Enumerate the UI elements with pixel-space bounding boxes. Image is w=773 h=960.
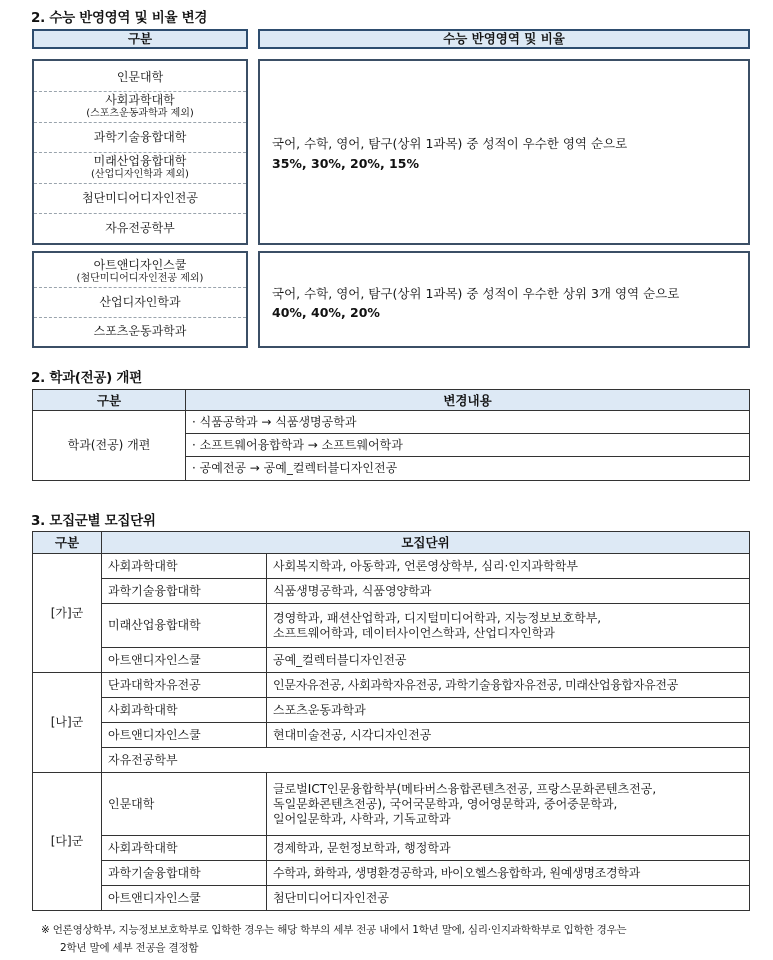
- table-header-group: 구분: [33, 532, 102, 554]
- list-item: 자유전공학부: [105, 220, 175, 235]
- section1-title: 2. 수능 반영영역 및 비율 변경: [31, 10, 208, 26]
- list-item: 인문대학: [116, 69, 164, 84]
- table-cell: · 식품공학과 → 식품생명공학과: [186, 411, 750, 434]
- reorganization-table: [32, 389, 750, 481]
- section1-header-left: 구분: [32, 29, 248, 49]
- table-header-category: 구분: [33, 390, 186, 411]
- table-cell: · 소프트웨어융합학과 → 소프트웨어학과: [186, 434, 750, 457]
- college-cell: 사회과학대학: [102, 836, 267, 861]
- list-item: 아트앤디자인스쿨 (첨단미디어디자인전공 제외): [76, 257, 204, 284]
- footnote-line1: ※ 언론영상학부, 지능정보보호학부로 입학한 경우는 해당 학부의 세부 전공 내에서 1학년 말에, 심리·인지과학학부로 입학한 경우는: [41, 924, 627, 936]
- group-label: [가]군: [33, 554, 102, 673]
- units-cell: 수학과, 화학과, 생명환경공학과, 바이오헬스융합학과, 원예생명조경학과: [267, 861, 750, 886]
- college-cell: 아트앤디자인스쿨: [102, 886, 267, 911]
- section1-group1-list: [32, 59, 248, 245]
- section2-title: 2. 학과(전공) 개편: [31, 370, 142, 386]
- units-cell: 글로벌ICT인문융합학부(메타버스융합콘텐츠전공, 프랑스문화콘텐츠전공, 독일문화콘텐츠전공), 국어국문학과, 영어영문학과, 중어중문학과, 일어일문학과, 사학과, 기독교학과: [267, 773, 750, 836]
- list-item: 산업디자인학과: [99, 294, 181, 309]
- units-cell: 사회복지학과, 아동학과, 언론영상학부, 심리·인지과학학부: [267, 554, 750, 579]
- section1-group2-ratio: [258, 251, 750, 348]
- section1-header-right: 수능 반영영역 및 비율: [258, 29, 750, 49]
- units-cell: 공예_컬렉터블디자인전공: [267, 648, 750, 673]
- ratio-description: 국어, 수학, 영어, 탐구(상위 1과목) 중 성적이 우수한 영역 순으로: [272, 136, 628, 151]
- units-cell: 인문자유전공, 사회과학자유전공, 과학기술융합자유전공, 미래산업융합자유전공: [267, 673, 750, 698]
- list-item: 첨단미디어디자인전공: [82, 190, 198, 205]
- recruitment-table: [32, 531, 750, 911]
- college-cell: 사회과학대학: [102, 698, 267, 723]
- table-header-changes: 변경내용: [186, 390, 750, 411]
- units-cell: 스포츠운동과학과: [267, 698, 750, 723]
- group-label: [다]군: [33, 773, 102, 911]
- ratio-values: 40%, 40%, 20%: [272, 305, 380, 320]
- ratio-description: 국어, 수학, 영어, 탐구(상위 1과목) 중 성적이 우수한 상위 3개 영역 순으로: [272, 286, 680, 301]
- college-cell: 과학기술융합대학: [102, 861, 267, 886]
- units-cell: 경제학과, 문헌정보학과, 행정학과: [267, 836, 750, 861]
- college-cell: 단과대학자유전공: [102, 673, 267, 698]
- table-header-units: 모집단위: [102, 532, 750, 554]
- college-cell: 인문대학: [102, 773, 267, 836]
- college-cell: 미래산업융합대학: [102, 604, 267, 648]
- row-label: 학과(전공) 개편: [33, 411, 186, 481]
- section1-group1-ratio: [258, 59, 750, 245]
- college-cell: 아트앤디자인스쿨: [102, 723, 267, 748]
- group-label: [나]군: [33, 673, 102, 773]
- college-cell: 자유전공학부: [102, 748, 750, 773]
- units-cell: 경영학과, 패션산업학과, 디지털미디어학과, 지능정보보호학부, 소프트웨어학과, 데이터사이언스학과, 산업디자인학과: [267, 604, 750, 648]
- college-cell: 사회과학대학: [102, 554, 267, 579]
- footnote-line2: 2학년 말에 세부 전공을 결정함: [60, 942, 199, 954]
- section3-title: 3. 모집군별 모집단위: [31, 513, 156, 529]
- list-item: 사회과학대학 (스포츠운동과학과 제외): [86, 93, 194, 119]
- units-cell: 식품생명공학과, 식품영양학과: [267, 579, 750, 604]
- units-cell: 현대미술전공, 시각디자인전공: [267, 723, 750, 748]
- list-item: 미래산업융합대학 (산업디자인학과 제외): [91, 154, 189, 180]
- section1-group2-list: [32, 251, 248, 348]
- list-item: 과학기술융합대학: [93, 129, 187, 144]
- college-cell: 아트앤디자인스쿨: [102, 648, 267, 673]
- table-cell: · 공예전공 → 공예_컬렉터블디자인전공: [186, 457, 750, 481]
- ratio-values: 35%, 30%, 20%, 15%: [272, 156, 419, 171]
- college-cell: 과학기술융합대학: [102, 579, 267, 604]
- list-item: 스포츠운동과학과: [93, 324, 187, 338]
- units-cell: 첨단미디어디자인전공: [267, 886, 750, 911]
